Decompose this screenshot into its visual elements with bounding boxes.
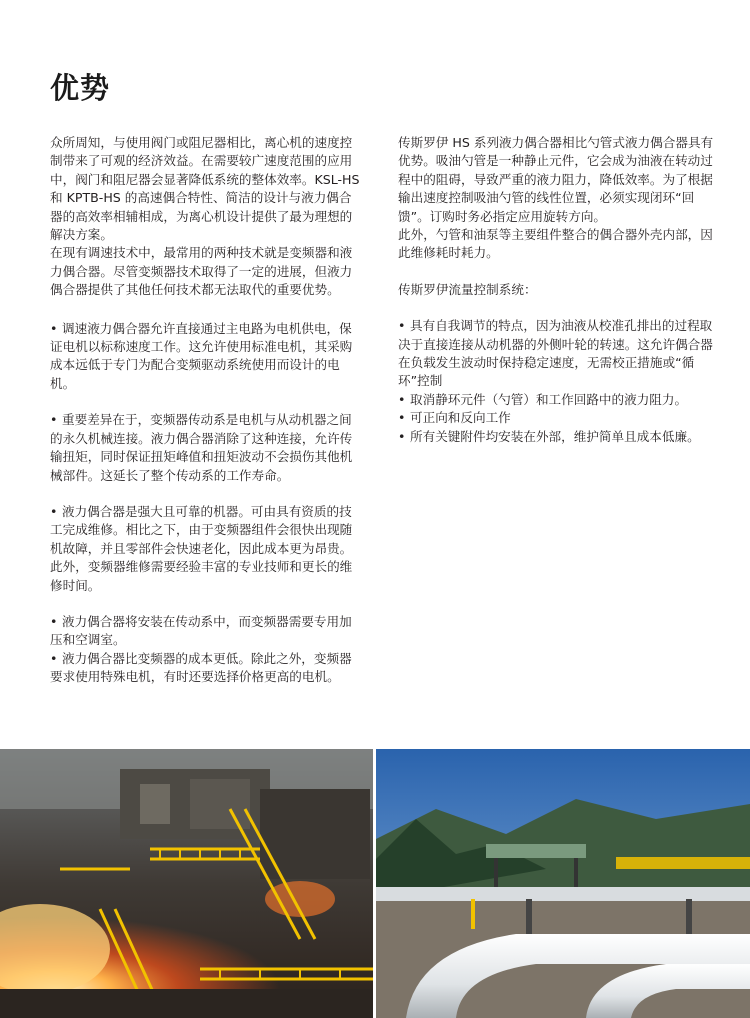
flow-bullet-3: • 可正向和反向工作: [398, 410, 511, 426]
flow-bullet-1: • 具有自我调节的特点，因为油液从校准孔排出的过程取决于直接连接从动机器的外侧叶轮的转速。这允许偶合器在负载发生波动时保持稳定速度，无需校正措施或“循环”控制: [398, 318, 713, 389]
steel-mill-photo: [0, 749, 373, 1018]
intro-paragraph-2: 在现有调速技术中，最常用的两种技术就是变频器和液力偶合器。尽管变频器技术取得了一定的进展，但液力偶合器提供了其他任何技术都无法取代的重要优势。: [50, 245, 353, 298]
intro-paragraph-1: 众所周知，与使用阀门或阻尼器相比，离心机的速度控制带来了可观的经济效益。在需要较广速度范围的应用中，阀门和阻尼器会显著降低系统的整体效率。KSL-HS 和 KPTB-HS 的高速偶合特性、简洁的设计与液力偶合器的高效率相辅相成，为离心机设计提供了最为理想的解决方案。: [50, 135, 360, 243]
pipeline-illustration: [376, 749, 750, 1018]
advantage-bullet-2: • 重要差异在于，变频器传动系是电机与从动机器之间的永久机械连接。液力偶合器消除了这种连接，允许传输扭矩，同时保证扭矩峰值和扭矩波动不会损伤其他机械部件。这延长了整个传动系的工作寿命。: [50, 412, 353, 483]
advantage-bullet-1: • 调速液力偶合器允许直接通过主电路为电机供电，保证电机以标称速度工作。这允许使用标准电机，其采购成本远低于专门为配合变频驱动系统使用而设计的电机。: [50, 320, 353, 391]
flow-control-subheading: 传斯罗伊流量控制系统：: [398, 281, 537, 297]
flow-bullet-4: • 所有关键附件均安装在外部，维护简单且成本低廉。: [398, 428, 700, 444]
advantage-bullet-5: • 液力偶合器比变频器的成本更低。除此之外，变频器要求使用特殊电机，有时还要选择价格更高的电机。: [50, 650, 352, 685]
hs-intro-paragraph-1: 传斯罗伊 HS 系列液力偶合器相比勺管式液力偶合器具有优势。吸油勺管是一种静止元件，它会成为油液在转动过程中的阻碍，导致严重的液力阻力，降低效率。为了根据输出速度控制吸油勺管的线性位置，必须实现闭环“回馈”。订购时务必指定应用旋转方向。: [398, 135, 714, 224]
pipeline-photo: [376, 749, 750, 1018]
flow-bullet-2: • 取消静环元件（勺管）和工作回路中的液力阻力。: [398, 391, 688, 407]
page-title: 优势: [50, 71, 111, 105]
advantage-bullet-3: • 液力偶合器是强大且可靠的机器。可由具有资质的技工完成维修。相比之下，由于变频器组件会很快出现随机故障，并且零部件会快速老化，因此成本更为昂贵。此外，变频器维修需要经验丰富的专业技师和更长的维修时间。: [50, 503, 353, 593]
left-column: [50, 134, 362, 687]
steel-mill-illustration: [0, 749, 373, 1018]
right-column: [398, 134, 718, 446]
hs-intro-paragraph-2: 此外，勺管和油泵等主要组件整合的偶合器外壳内部，因此维修耗时耗力。: [398, 227, 713, 261]
advantage-bullet-4: • 液力偶合器将安装在传动系中，而变频器需要专用加压和空调室。: [50, 613, 352, 648]
